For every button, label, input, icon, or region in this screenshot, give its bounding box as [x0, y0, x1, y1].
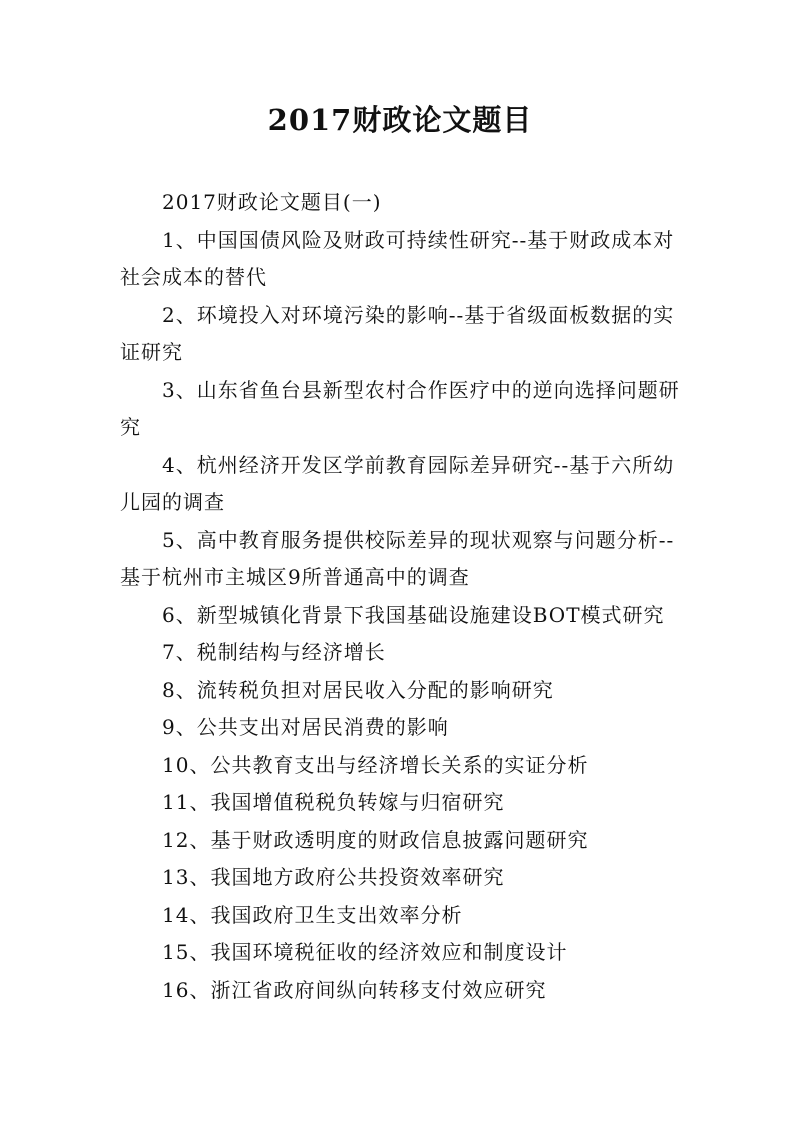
- list-item: 1、中国国债风险及财政可持续性研究--基于财政成本对社会成本的替代: [120, 227, 675, 289]
- list-item: 14、我国政府卫生支出效率分析: [162, 902, 463, 927]
- document-title: 2017财政论文题目: [267, 103, 533, 137]
- document-body: [120, 184, 680, 1009]
- list-item: 5、高中教育服务提供校际差异的现状观察与问题分析--基于杭州市主城区9所普通高中的调查: [120, 527, 675, 589]
- list-item: 2、环境投入对环境污染的影响--基于省级面板数据的实证研究: [120, 302, 675, 364]
- list-item: 9、公共支出对居民消费的影响: [162, 715, 449, 739]
- list-item: 3、山东省鱼台县新型农村合作医疗中的逆向选择问题研究: [120, 377, 680, 439]
- list-item: 12、基于财政透明度的财政信息披露问题研究: [162, 827, 589, 852]
- list-item: 6、新型城镇化背景下我国基础设施建设BOT模式研究: [162, 602, 665, 627]
- list-item: 11、我国增值税税负转嫁与归宿研究: [162, 790, 505, 814]
- list-item: 16、浙江省政府间纵向转移支付效应研究: [162, 977, 547, 1002]
- list-item: 4、杭州经济开发区学前教育园际差异研究--基于六所幼儿园的调查: [120, 452, 675, 514]
- section-heading: 2017财政论文题目(一): [162, 190, 382, 214]
- list-item: 10、公共教育支出与经济增长关系的实证分析: [162, 752, 589, 777]
- list-item: 15、我国环境税征收的经济效应和制度设计: [162, 940, 568, 964]
- list-item: 13、我国地方政府公共投资效率研究: [162, 865, 505, 889]
- list-item: 7、税制结构与经济增长: [162, 640, 386, 664]
- list-item: 8、流转税负担对居民收入分配的影响研究: [162, 677, 554, 702]
